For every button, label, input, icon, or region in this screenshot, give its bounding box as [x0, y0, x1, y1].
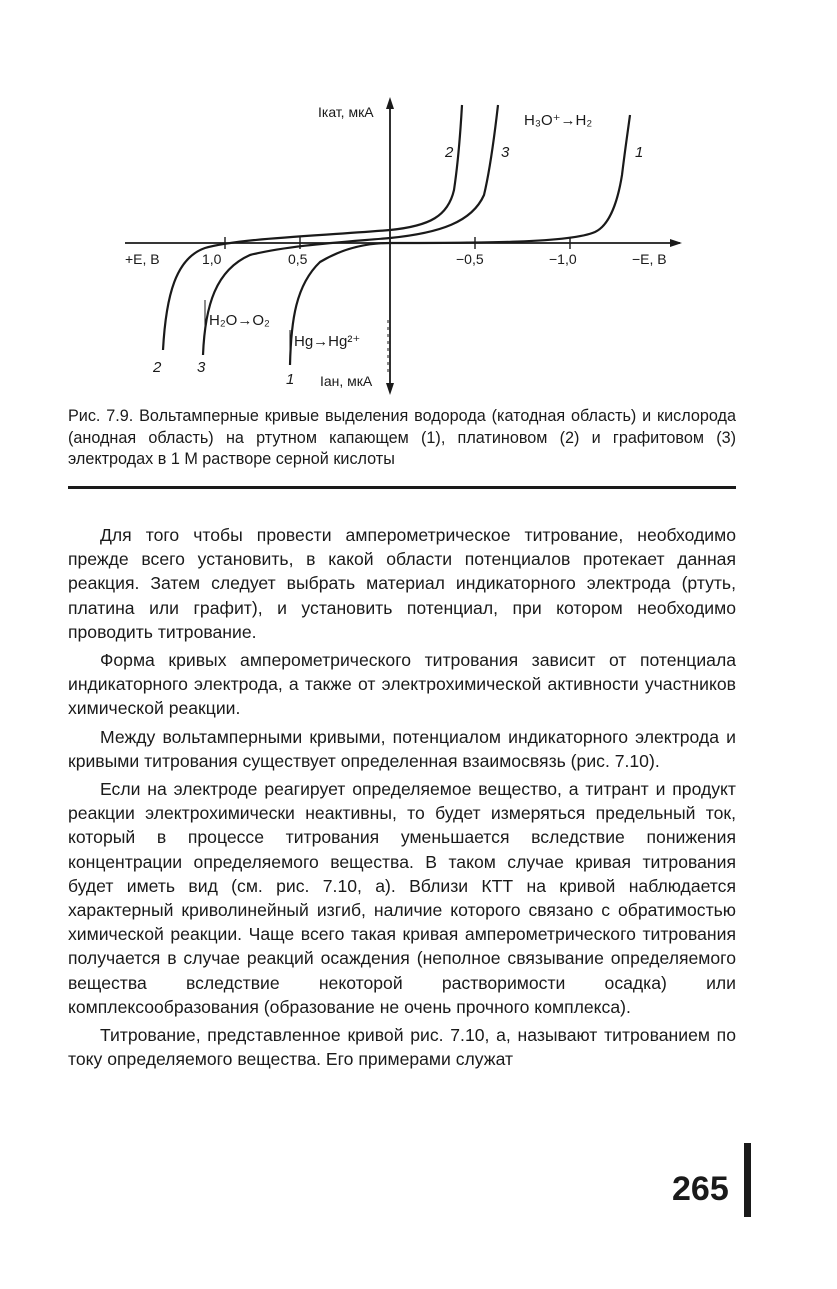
figure-caption: Рис. 7.9. Вольтамперные кривые выделения водорода (катодная область) и кислорода (анодная область) на ртутном капающем (1), платиновом (2) и графитовом (3) электродах в 1 М растворе серной кислоты [68, 407, 736, 468]
tick-label-0-5: 0,5 [288, 251, 308, 267]
voltammetric-curves-figure [0, 0, 837, 400]
curve-label-upper-1: 1 [635, 144, 644, 161]
x-label-left: +E, В [125, 251, 160, 267]
tick-label-neg-1-0: −1,0 [549, 251, 577, 267]
curve-label-lower-2: 2 [153, 359, 162, 376]
caption-divider [68, 486, 736, 489]
y-label-top: Iкат, мкА [318, 104, 374, 120]
x-axis-arrow [670, 239, 682, 247]
tick-label-neg-0-5: −0,5 [456, 251, 484, 267]
page-edge-bar [744, 1143, 751, 1217]
reaction-mercury: Hg→Hg²⁺ [294, 333, 361, 350]
y-label-bottom: Iан, мкА [320, 373, 373, 389]
curve-label-upper-3: 3 [501, 144, 510, 161]
paragraph: Для того чтобы провести амперометрическое титрование, необходимо прежде всего установить, в какой области потенциалов протекает данная реакция. Затем следует выбрать материал индикаторного электрода (ртуть, платина или графит), и установить потенциал, при котором необходимо проводить титрование. [68, 525, 736, 642]
curve-1 [290, 115, 630, 365]
paragraph: Форма кривых амперометрического титрования зависит от потенциала индикаторного электрода, а также от электрохимической активности участников химической реакции. [68, 650, 736, 719]
tick-label-1-0: 1,0 [202, 251, 222, 267]
page-number: 265 [672, 1170, 729, 1208]
curve-label-lower-1: 1 [286, 371, 295, 388]
paragraph: Если на электроде реагирует определяемое вещество, а титрант и продукт реакции электрохимически неактивны, то будет измеряться предельный ток, который в процессе титрования уменьшается вследствие понижения концентрации определяемого вещества. В таком случае кривая титрования будет иметь вид (см. рис. 7.10, а). Вблизи КТТ на кривой наблюдается характерный криволинейный изгиб, наличие которого связано с обратимостью химической реакции. Чаще всего такая кривая амперометрического титрования получается в случае реакций осаждения (неполное связывание определяемого вещества вследствие некоторой растворимости осадка) или комплексообразования (образование не очень прочного комплекса). [68, 779, 736, 1017]
x-label-right: −E, В [632, 251, 667, 267]
y-axis-arrow-up [386, 97, 394, 109]
reaction-hydrogen: H₃O⁺→H₂ [524, 112, 593, 129]
curve-label-lower-3: 3 [197, 359, 206, 376]
paragraph: Между вольтамперными кривыми, потенциалом индикаторного электрода и кривыми титрования существует определенная взаимосвязь (рис. 7.10). [68, 726, 736, 771]
reaction-oxygen: H₂O→O₂ [209, 312, 270, 329]
paragraph: Титрование, представленное кривой рис. 7.10, а, называют титрованием по току определяемого вещества. Его примерами служат [68, 1025, 736, 1070]
body-text [68, 523, 736, 1075]
curve-label-upper-2: 2 [445, 144, 454, 161]
y-axis-arrow-down [386, 383, 394, 395]
